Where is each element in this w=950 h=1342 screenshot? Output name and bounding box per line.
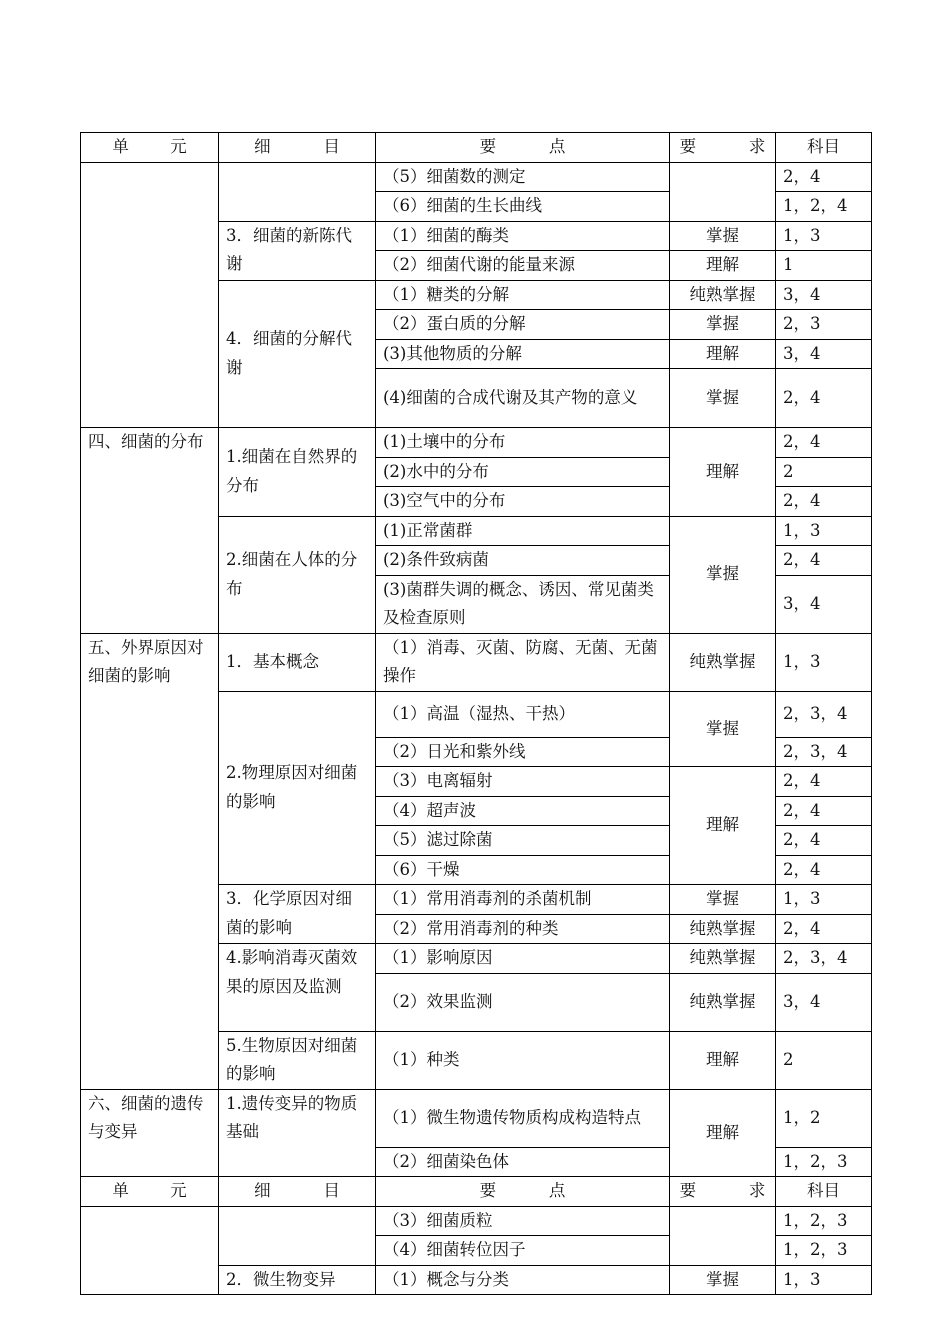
requirement-cell: 掌握 [670, 1265, 776, 1295]
requirement-cell [670, 1206, 776, 1265]
requirement-cell: 理解 [670, 428, 776, 517]
detail-cell: 1．基本概念 [219, 633, 376, 691]
key-point-cell: (3)菌群失调的概念、诱因、常见菌类及检查原则 [376, 575, 670, 633]
subject-cell: 3，4 [776, 973, 872, 1031]
detail-cell [219, 1206, 376, 1265]
key-point-cell: （2）常用消毒剂的种类 [376, 914, 670, 944]
key-point-cell: （2）细菌代谢的能量来源 [376, 251, 670, 281]
requirement-cell: 掌握 [670, 369, 776, 428]
table-row [81, 633, 872, 691]
detail-cell: 4．细菌的分解代谢 [219, 280, 376, 428]
subject-cell: 2，4 [776, 796, 872, 826]
subject-cell: 2，4 [776, 369, 872, 428]
key-point-cell: (2)条件致病菌 [376, 546, 670, 576]
header-requirement: 要 求 [670, 133, 776, 163]
table-row [81, 1089, 872, 1147]
subject-cell: 2，3，4 [776, 691, 872, 737]
key-point-cell: （1）常用消毒剂的杀菌机制 [376, 885, 670, 915]
subject-cell: 2 [776, 1031, 872, 1089]
subject-cell: 2，4 [776, 826, 872, 856]
key-point-cell: （4）细菌转位因子 [376, 1236, 670, 1266]
subject-cell: 2，3，4 [776, 944, 872, 974]
subject-cell: 2，3，4 [776, 737, 872, 767]
requirement-cell: 纯熟掌握 [670, 944, 776, 974]
subject-cell: 1，2，3 [776, 1206, 872, 1236]
subject-cell: 1，3 [776, 633, 872, 691]
requirement-cell: 理解 [670, 1089, 776, 1177]
key-point-cell: （5）细菌数的测定 [376, 162, 670, 192]
requirement-cell: 掌握 [670, 221, 776, 251]
header-requirement: 要 求 [670, 1177, 776, 1207]
requirement-cell: 掌握 [670, 516, 776, 633]
requirement-cell: 纯熟掌握 [670, 914, 776, 944]
requirement-cell: 掌握 [670, 691, 776, 767]
subject-cell: 1，2，3 [776, 1236, 872, 1266]
key-point-cell: (1)正常菌群 [376, 516, 670, 546]
requirement-cell: 理解 [670, 1031, 776, 1089]
subject-cell: 3，4 [776, 575, 872, 633]
detail-cell: 5.生物原因对细菌的影响 [219, 1031, 376, 1089]
key-point-cell: （4）超声波 [376, 796, 670, 826]
subject-cell: 2，4 [776, 162, 872, 192]
header-subject: 科目 [776, 133, 872, 163]
table-header-row [81, 133, 872, 163]
key-point-cell: （5）滤过除菌 [376, 826, 670, 856]
subject-cell: 1，3 [776, 885, 872, 915]
header-detail: 细 目 [219, 1177, 376, 1207]
header-detail: 细 目 [219, 133, 376, 163]
key-point-cell: （6）干燥 [376, 855, 670, 885]
subject-cell: 2，4 [776, 546, 872, 576]
unit-cell [81, 162, 219, 428]
header-key-point: 要 点 [376, 1177, 670, 1207]
key-point-cell: (3)空气中的分布 [376, 487, 670, 517]
key-point-cell: （6）细菌的生长曲线 [376, 192, 670, 222]
unit-cell [81, 1206, 219, 1295]
subject-cell: 3，4 [776, 339, 872, 369]
unit-cell: 五、外界原因对细菌的影响 [81, 633, 219, 1089]
detail-cell: 3．化学原因对细菌的影响 [219, 885, 376, 944]
key-point-cell: （1）种类 [376, 1031, 670, 1089]
key-point-cell: (3)其他物质的分解 [376, 339, 670, 369]
subject-cell: 1，2，4 [776, 192, 872, 222]
key-point-cell: （1）消毒、灭菌、防腐、无菌、无菌操作 [376, 633, 670, 691]
detail-cell: 1.遗传变异的物质基础 [219, 1089, 376, 1177]
subject-cell: 2，4 [776, 767, 872, 797]
requirement-cell: 纯熟掌握 [670, 973, 776, 1031]
header-subject: 科目 [776, 1177, 872, 1207]
key-point-cell: （1）高温（湿热、干热） [376, 691, 670, 737]
detail-cell: 1.细菌在自然界的分布 [219, 428, 376, 517]
subject-cell: 2，4 [776, 428, 872, 458]
detail-cell: 3．细菌的新陈代谢 [219, 221, 376, 280]
key-point-cell: (1)土壤中的分布 [376, 428, 670, 458]
key-point-cell: （3）电离辐射 [376, 767, 670, 797]
key-point-cell: (4)细菌的合成代谢及其产物的意义 [376, 369, 670, 428]
subject-cell: 1，3 [776, 516, 872, 546]
requirement-cell: 理解 [670, 767, 776, 885]
header-key-point: 要 点 [376, 133, 670, 163]
subject-cell: 1，2 [776, 1089, 872, 1147]
unit-cell: 六、细菌的遗传与变异 [81, 1089, 219, 1177]
table-row [81, 428, 872, 458]
table-header-row [81, 1177, 872, 1207]
key-point-cell: （3）细菌质粒 [376, 1206, 670, 1236]
requirement-cell: 纯熟掌握 [670, 633, 776, 691]
requirement-cell: 理解 [670, 251, 776, 281]
detail-cell [219, 162, 376, 221]
header-unit: 单 元 [81, 133, 219, 163]
table-row [81, 162, 872, 192]
subject-cell: 1，3 [776, 1265, 872, 1295]
key-point-cell: (2)水中的分布 [376, 457, 670, 487]
key-point-cell: （1）概念与分类 [376, 1265, 670, 1295]
requirement-cell: 理解 [670, 339, 776, 369]
subject-cell: 1，2，3 [776, 1147, 872, 1177]
key-point-cell: （2）效果监测 [376, 973, 670, 1031]
header-unit: 单 元 [81, 1177, 219, 1207]
key-point-cell: （1）细菌的酶类 [376, 221, 670, 251]
detail-cell: 2．微生物变异 [219, 1265, 376, 1295]
detail-cell: 2.物理原因对细菌的影响 [219, 691, 376, 885]
requirement-cell: 掌握 [670, 885, 776, 915]
key-point-cell: （2）日光和紫外线 [376, 737, 670, 767]
key-point-cell: （1）影响原因 [376, 944, 670, 974]
subject-cell: 2，3 [776, 310, 872, 340]
key-point-cell: （2）细菌染色体 [376, 1147, 670, 1177]
subject-cell: 2，4 [776, 487, 872, 517]
key-point-cell: （1）糖类的分解 [376, 280, 670, 310]
syllabus-table [80, 132, 872, 1295]
requirement-cell [670, 162, 776, 221]
requirement-cell: 掌握 [670, 310, 776, 340]
subject-cell: 1，3 [776, 221, 872, 251]
key-point-cell: （2）蛋白质的分解 [376, 310, 670, 340]
detail-cell: 2.细菌在人体的分布 [219, 516, 376, 633]
subject-cell: 2，4 [776, 855, 872, 885]
table-row [81, 1206, 872, 1236]
subject-cell: 2，4 [776, 914, 872, 944]
key-point-cell: （1）微生物遗传物质构成构造特点 [376, 1089, 670, 1147]
subject-cell: 1 [776, 251, 872, 281]
unit-cell: 四、细菌的分布 [81, 428, 219, 634]
requirement-cell: 纯熟掌握 [670, 280, 776, 310]
detail-cell: 4.影响消毒灭菌效果的原因及监测 [219, 944, 376, 1032]
subject-cell: 2 [776, 457, 872, 487]
subject-cell: 3，4 [776, 280, 872, 310]
